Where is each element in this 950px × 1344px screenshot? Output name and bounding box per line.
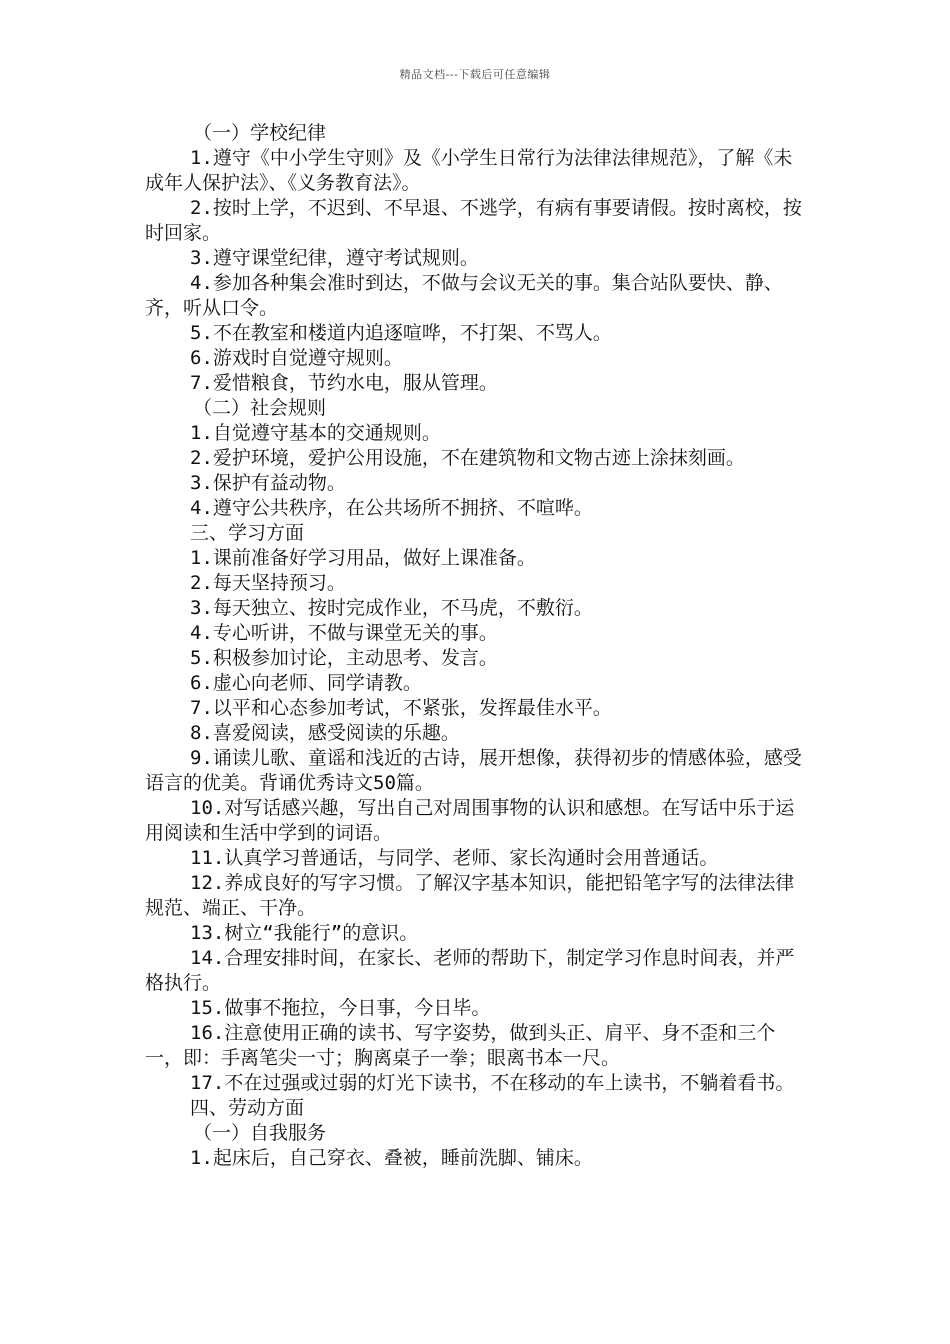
list-item: 6.游戏时自觉遵守规则。 bbox=[190, 347, 403, 369]
list-item: 17.不在过强或过弱的灯光下读书，不在移动的车上读书，不躺着看书。 bbox=[190, 1072, 795, 1094]
list-item: 5.积极参加讨论，主动思考、发言。 bbox=[190, 647, 498, 669]
list-item: 9.诵读儿歌、童谣和浅近的古诗，展开想像，获得初步的情感体验，感受语言的优美。背诵优秀诗文50篇。 bbox=[145, 747, 802, 794]
document-body bbox=[145, 121, 810, 1171]
section-heading-self-service: （一）自我服务 bbox=[193, 1122, 327, 1144]
list-item: 3.保护有益动物。 bbox=[190, 472, 346, 494]
list-item: 2.每天坚持预习。 bbox=[190, 572, 346, 594]
list-item: 4.专心听讲，不做与课堂无关的事。 bbox=[190, 622, 498, 644]
page-header: 精品文档---下载后可任意编辑 bbox=[399, 68, 551, 81]
list-item: 3.遵守课堂纪律，遵守考试规则。 bbox=[190, 247, 479, 269]
section-heading-learning: 三、学习方面 bbox=[190, 522, 305, 544]
list-item: 10.对写话感兴趣，写出自己对周围事物的认识和感想。在写话中乐于运用阅读和生活中学到的词语。 bbox=[145, 797, 795, 844]
list-item: 2.按时上学，不迟到、不早退、不逃学，有病有事要请假。按时离校，按时回家。 bbox=[145, 197, 802, 244]
section-heading-school-discipline: （一）学校纪律 bbox=[193, 122, 327, 144]
list-item: 6.虚心向老师、同学请教。 bbox=[190, 672, 422, 694]
list-item: 7.以平和心态参加考试，不紧张，发挥最佳水平。 bbox=[190, 697, 612, 719]
list-item: 1.自觉遵守基本的交通规则。 bbox=[190, 422, 441, 444]
list-item: 2.爱护环境，爱护公用设施，不在建筑物和文物古迹上涂抹刻画。 bbox=[190, 447, 745, 469]
section-heading-labor: 四、劳动方面 bbox=[190, 1097, 305, 1119]
list-item: 8.喜爱阅读，感受阅读的乐趣。 bbox=[190, 722, 460, 744]
list-item: 12.养成良好的写字习惯。了解汉字基本知识，能把铅笔字写的法律法律规范、端正、干净。 bbox=[145, 872, 795, 919]
list-item: 3.每天独立、按时完成作业，不马虎，不敷衍。 bbox=[190, 597, 593, 619]
list-item: 1.课前准备好学习用品，做好上课准备。 bbox=[190, 547, 536, 569]
list-item: 15.做事不拖拉，今日事，今日毕。 bbox=[190, 997, 491, 1019]
list-item: 5.不在教室和楼道内追逐喧哗，不打架、不骂人。 bbox=[190, 322, 612, 344]
list-item: 1.遵守《中小学生守则》及《小学生日常行为法律法律规范》，了解《未成年人保护法》、《义务教育法》。 bbox=[145, 147, 793, 194]
list-item: 4.遵守公共秩序，在公共场所不拥挤、不喧哗。 bbox=[190, 497, 593, 519]
section-heading-social-rules: （二）社会规则 bbox=[193, 397, 327, 419]
list-item: 16.注意使用正确的读书、写字姿势，做到头正、肩平、身不歪和三个一，即：手离笔尖一寸；胸离桌子一拳；眼离书本一尺。 bbox=[145, 1022, 776, 1069]
list-item: 1.起床后，自己穿衣、叠被，睡前洗脚、铺床。 bbox=[190, 1147, 593, 1169]
list-item: 7.爱惜粮食，节约水电，服从管理。 bbox=[190, 372, 498, 394]
list-item: 14.合理安排时间，在家长、老师的帮助下，制定学习作息时间表，并严格执行。 bbox=[145, 947, 795, 994]
list-item: 4.参加各种集会准时到达，不做与会议无关的事。集合站队要快、静、齐，听从口令。 bbox=[145, 272, 783, 319]
list-item: 13.树立“我能行”的意识。 bbox=[190, 922, 419, 944]
list-item: 11.认真学习普通话，与同学、老师、家长沟通时会用普通话。 bbox=[190, 847, 719, 869]
